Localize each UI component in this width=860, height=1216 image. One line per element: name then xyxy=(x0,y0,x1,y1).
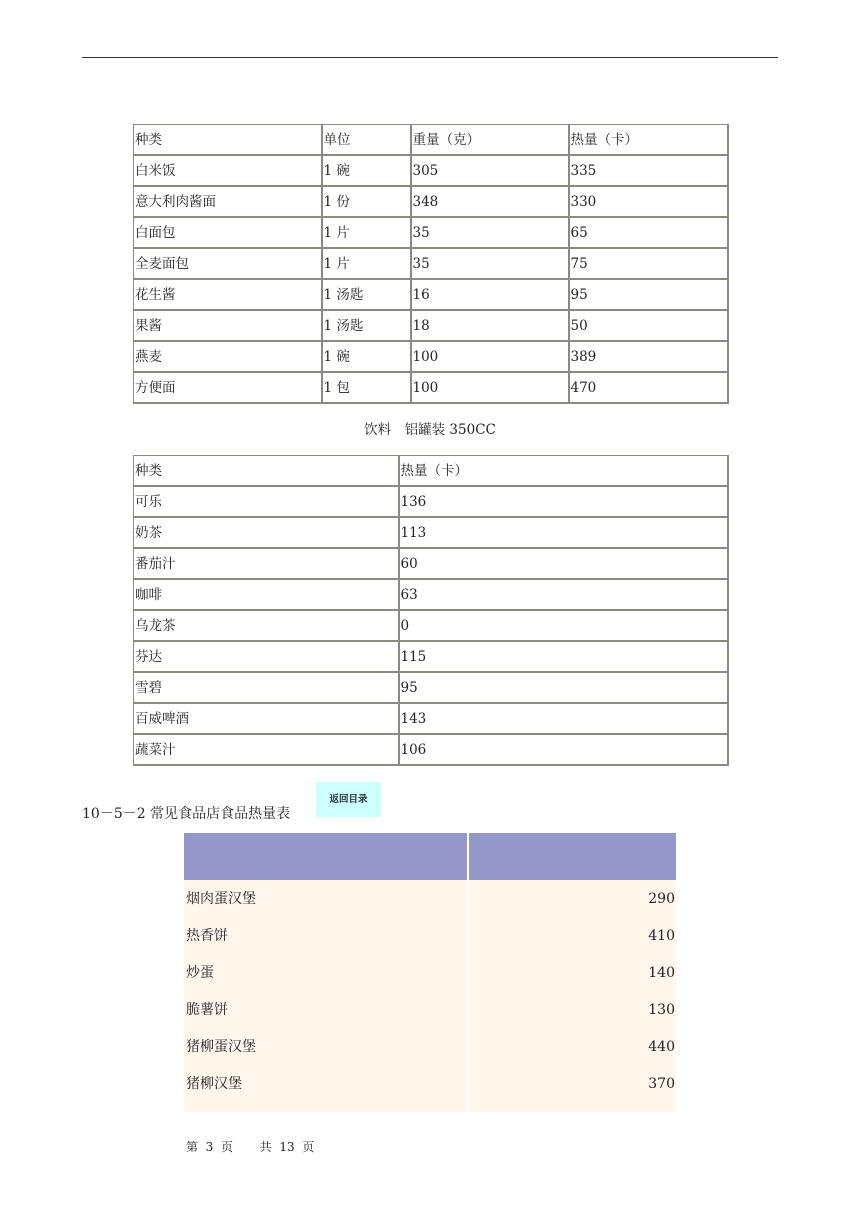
table-cell: 348 xyxy=(411,186,569,217)
table-cell: 果酱 xyxy=(134,310,322,341)
drink-calorie-table xyxy=(133,455,729,766)
table-cell: 0 xyxy=(399,610,728,641)
table-cell: 50 xyxy=(569,310,728,341)
header-cell: 热量（卡） xyxy=(399,456,728,487)
table-row xyxy=(184,881,676,918)
table-cell: 95 xyxy=(569,279,728,310)
total-label: 共 xyxy=(259,1140,272,1154)
food-name: 炒蛋 xyxy=(186,965,214,981)
table-cell: 番茄汁 xyxy=(134,548,399,579)
table-cell: 咖啡 xyxy=(134,579,399,610)
table-cell: 65 xyxy=(569,217,728,248)
calorie-value: 440 xyxy=(648,1039,675,1055)
table-row xyxy=(134,279,728,310)
table-row xyxy=(134,517,728,548)
total-unit: 页 xyxy=(302,1140,315,1154)
calorie-value: 130 xyxy=(648,1002,675,1018)
page-footer xyxy=(186,1138,314,1155)
table-cell: 1 碗 xyxy=(322,155,411,186)
table-row xyxy=(134,248,728,279)
food-name: 脆薯饼 xyxy=(186,1002,228,1018)
header-cell: 单位 xyxy=(322,125,411,156)
header-cell: 种类 xyxy=(134,125,322,156)
calorie-value: 410 xyxy=(648,928,675,944)
table-row xyxy=(184,1066,676,1103)
table-cell: 乌龙茶 xyxy=(134,610,399,641)
shop-table-header-cell xyxy=(469,833,676,880)
table-header-row xyxy=(134,456,728,487)
shop-calorie-table xyxy=(184,833,676,1112)
page-unit: 页 xyxy=(220,1140,233,1154)
shop-table-header-cell xyxy=(184,833,467,880)
total-pages: 13 xyxy=(279,1140,295,1154)
table-cell: 1 汤匙 xyxy=(322,310,411,341)
table-cell: 1 片 xyxy=(322,248,411,279)
table-cell: 燕麦 xyxy=(134,341,322,372)
page-number: 3 xyxy=(205,1140,214,1154)
table-cell: 1 片 xyxy=(322,217,411,248)
food-name: 猪柳汉堡 xyxy=(186,1076,242,1092)
table-row xyxy=(134,610,728,641)
table-cell: 470 xyxy=(569,372,728,403)
header-rule xyxy=(82,57,778,58)
section-title: 10－5－2 常见食品店食品热量表 xyxy=(82,806,291,822)
table-cell: 1 份 xyxy=(322,186,411,217)
food-table-body xyxy=(134,125,728,404)
page-label: 第 xyxy=(186,1140,199,1154)
table-cell: 百威啤酒 xyxy=(134,703,399,734)
table-row xyxy=(134,310,728,341)
table-cell: 16 xyxy=(411,279,569,310)
table-cell: 花生酱 xyxy=(134,279,322,310)
calorie-value: 370 xyxy=(648,1076,675,1092)
table-cell: 100 xyxy=(411,372,569,403)
table-cell: 389 xyxy=(569,341,728,372)
table-row xyxy=(134,579,728,610)
table-cell: 白米饭 xyxy=(134,155,322,186)
table-cell: 方便面 xyxy=(134,372,322,403)
table-cell: 60 xyxy=(399,548,728,579)
table-row xyxy=(184,918,676,955)
table-cell: 雪碧 xyxy=(134,672,399,703)
table-row xyxy=(134,155,728,186)
table-cell: 106 xyxy=(399,734,728,765)
table-cell: 可乐 xyxy=(134,486,399,517)
header-cell: 重量（克） xyxy=(411,125,569,156)
header-cell: 热量（卡） xyxy=(569,125,728,156)
food-name: 烟肉蛋汉堡 xyxy=(186,891,256,907)
table-cell: 奶茶 xyxy=(134,517,399,548)
food-calorie-table xyxy=(133,124,729,404)
table-cell: 136 xyxy=(399,486,728,517)
table-row xyxy=(184,1029,676,1066)
table-cell: 305 xyxy=(411,155,569,186)
calorie-value: 290 xyxy=(648,891,675,907)
table-row xyxy=(134,486,728,517)
table-cell: 18 xyxy=(411,310,569,341)
food-name: 猪柳蛋汉堡 xyxy=(186,1039,256,1055)
table-cell: 113 xyxy=(399,517,728,548)
table-cell: 143 xyxy=(399,703,728,734)
table-cell: 335 xyxy=(569,155,728,186)
table-cell: 1 汤匙 xyxy=(322,279,411,310)
table-cell: 蔬菜汁 xyxy=(134,734,399,765)
table-cell: 75 xyxy=(569,248,728,279)
table-header-row xyxy=(134,125,728,156)
table-row xyxy=(134,341,728,372)
header-cell: 种类 xyxy=(134,456,399,487)
table-row xyxy=(134,217,728,248)
calorie-value: 140 xyxy=(648,965,675,981)
table-row xyxy=(184,992,676,1029)
table-cell: 白面包 xyxy=(134,217,322,248)
table-row xyxy=(134,372,728,403)
table-cell: 1 包 xyxy=(322,372,411,403)
table-row xyxy=(134,548,728,579)
table-cell: 意大利肉酱面 xyxy=(134,186,322,217)
table-row xyxy=(134,703,728,734)
table-cell: 全麦面包 xyxy=(134,248,322,279)
table-cell: 35 xyxy=(411,248,569,279)
table-row xyxy=(134,641,728,672)
food-name: 热香饼 xyxy=(186,928,228,944)
table-cell: 35 xyxy=(411,217,569,248)
table-cell: 100 xyxy=(411,341,569,372)
table-row xyxy=(134,672,728,703)
table-cell: 95 xyxy=(399,672,728,703)
table-cell: 1 碗 xyxy=(322,341,411,372)
table-cell: 115 xyxy=(399,641,728,672)
drink-caption: 饮料 铝罐装 350CC xyxy=(364,422,496,438)
table-cell: 330 xyxy=(569,186,728,217)
table-row xyxy=(134,186,728,217)
table-cell: 芬达 xyxy=(134,641,399,672)
back-to-contents-button[interactable]: 返回目录 xyxy=(316,782,381,817)
table-row xyxy=(134,734,728,765)
table-cell: 63 xyxy=(399,579,728,610)
table-row xyxy=(184,955,676,992)
drink-table-body xyxy=(134,456,728,766)
